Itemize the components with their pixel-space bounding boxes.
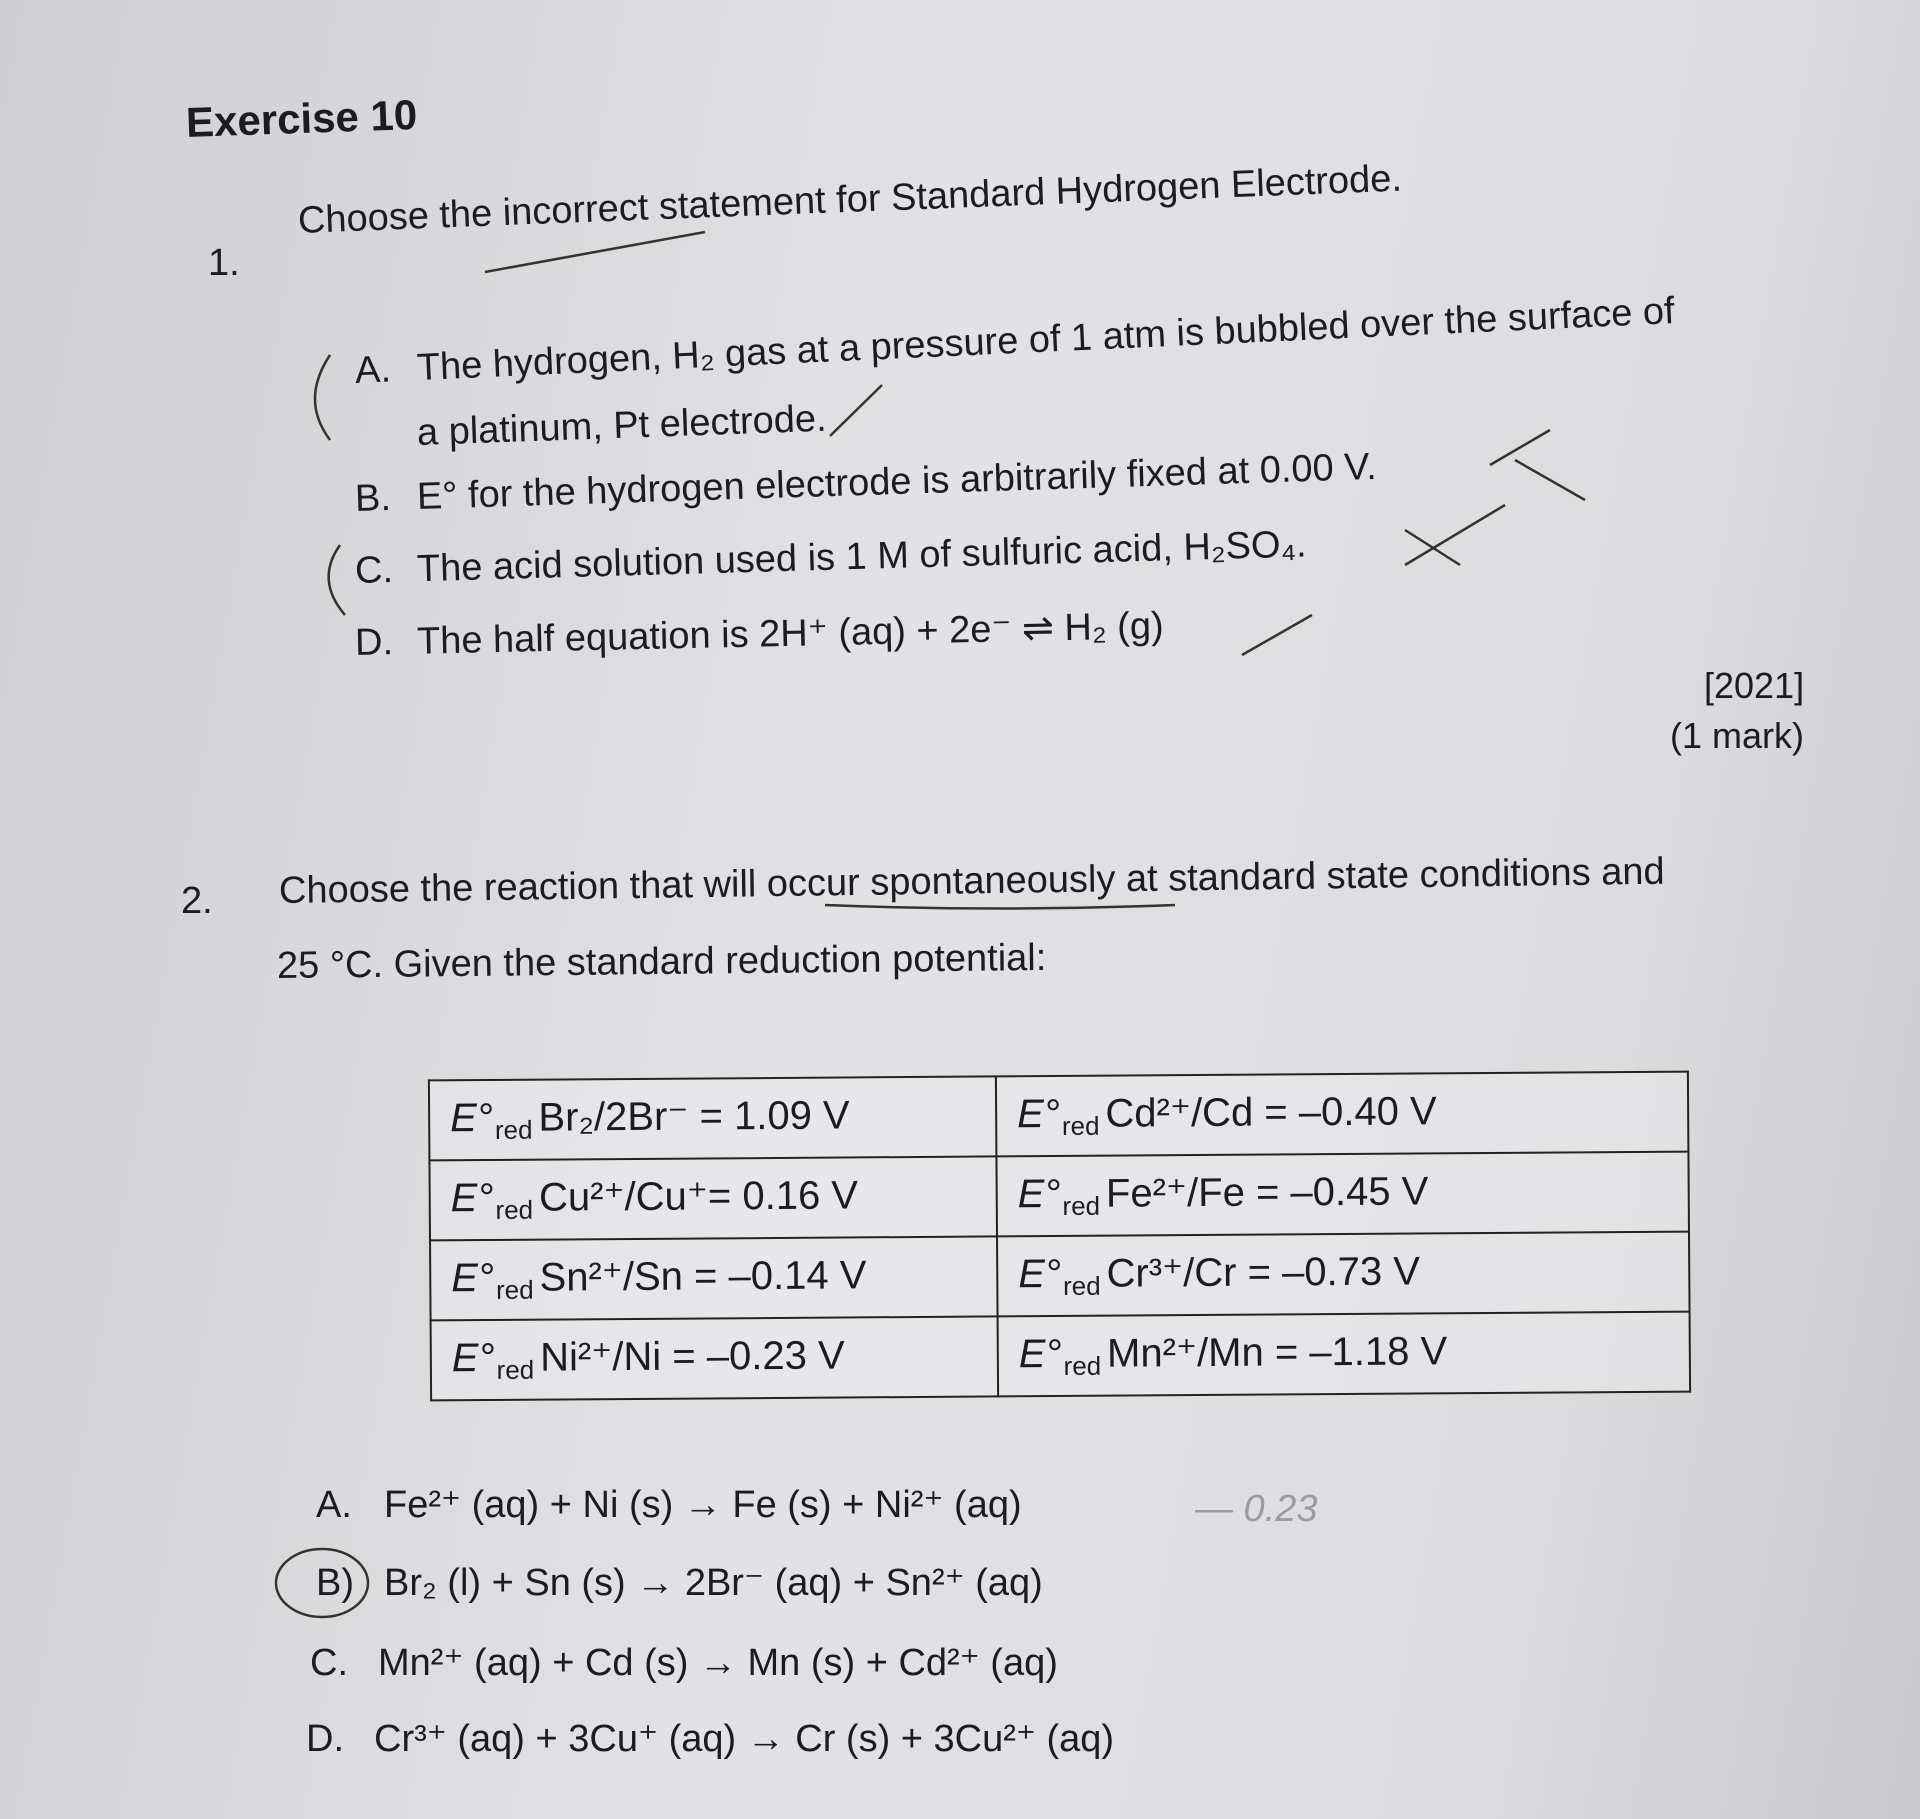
option-letter: A. [316,1484,352,1526]
option-text: The hydrogen, H₂ gas at a pressure of 1 atm is bubbled over the surface of [415,290,1676,390]
potential-value: Br₂/2Br⁻ = 1.09 V [538,1092,850,1140]
red-subscript: red [494,1114,533,1145]
q2-text-line2: 25 °C. Given the standard reduction potential: [276,936,1047,987]
circle-answer-mark [276,1549,368,1617]
red-subscript: red [1063,1350,1102,1381]
e-symbol: E° [451,1255,495,1300]
option-letter: A. [354,348,392,392]
option-letter: B. [354,476,392,520]
option-text: Br₂ (l) + Sn (s) → 2Br⁻ (aq) + Sn²⁺ (aq) [384,1562,1043,1604]
option-letter: B) [316,1562,354,1604]
underline-mark [485,232,705,272]
option-letter: D. [354,621,394,664]
option-letter: D. [306,1718,344,1760]
red-subscript: red [496,1354,535,1385]
tick-mark [1490,430,1585,500]
red-subscript: red [1062,1270,1101,1301]
q1-number: 1. [208,242,240,284]
underline-mark [825,905,1175,909]
q2-text-line1: Choose the reaction that will occur spontaneously at standard state conditions and [278,850,1665,912]
q1-marks: (1 mark) [1670,715,1804,756]
circle-mark [315,355,330,440]
q1-year: [2021] [1704,665,1805,706]
potential-value: Sn²⁺/Sn = –0.14 V [539,1252,867,1300]
cross-mark [1405,505,1505,565]
e-symbol: E° [450,1175,494,1220]
option-text: Mn²⁺ (aq) + Cd (s) → Mn (s) + Cd²⁺ (aq) [378,1642,1058,1684]
option-text: The half equation is 2H⁺ (aq) + 2e⁻ ⇌ H₂ (g) [416,605,1165,663]
option-letter: C. [354,548,394,592]
e-symbol: E° [451,1335,495,1380]
option-text: E° for the hydrogen electrode is arbitrarily fixed at 0.00 V. [416,445,1378,519]
red-subscript: red [1061,1110,1100,1141]
circle-mark [329,545,345,615]
exercise-title: Exercise 10 [185,90,418,147]
e-symbol: E° [1016,1091,1060,1136]
red-subscript: red [495,1194,534,1225]
handwritten-note: — 0.23 [1195,1488,1318,1530]
q1-text: Choose the incorrect statement for Standard Hydrogen Electrode. [297,157,1403,242]
potential-value: Fe²⁺/Fe = –0.45 V [1105,1168,1429,1216]
option-text: The acid solution used is 1 M of sulfuric acid, H₂SO₄. [416,523,1308,591]
tick-mark [830,385,882,436]
e-symbol: E° [1017,1171,1061,1216]
q1-option-a-continued: a platinum, Pt electrode. [416,397,828,454]
potential-value: Cr³⁺/Cr = –0.73 V [1106,1248,1421,1296]
e-symbol: E° [450,1095,493,1140]
e-symbol: E° [1018,1251,1062,1296]
e-symbol: E° [1018,1331,1062,1376]
red-subscript: red [1062,1190,1101,1221]
red-subscript: red [495,1274,534,1305]
option-text: Cr³⁺ (aq) + 3Cu⁺ (aq) → Cr (s) + 3Cu²⁺ (aq) [374,1718,1115,1760]
potential-value: Mn²⁺/Mn = –1.18 V [1106,1328,1448,1376]
potential-value: Ni²⁺/Ni = –0.23 V [539,1333,845,1380]
option-letter: C. [310,1642,348,1684]
q2-number: 2. [181,880,213,922]
potential-value: Cd²⁺/Cd = –0.40 V [1105,1088,1437,1136]
potential-value: Cu²⁺/Cu⁺= 0.16 V [538,1172,859,1220]
option-text: Fe²⁺ (aq) + Ni (s) → Fe (s) + Ni²⁺ (aq) [384,1484,1022,1526]
tick-mark [1242,615,1312,655]
